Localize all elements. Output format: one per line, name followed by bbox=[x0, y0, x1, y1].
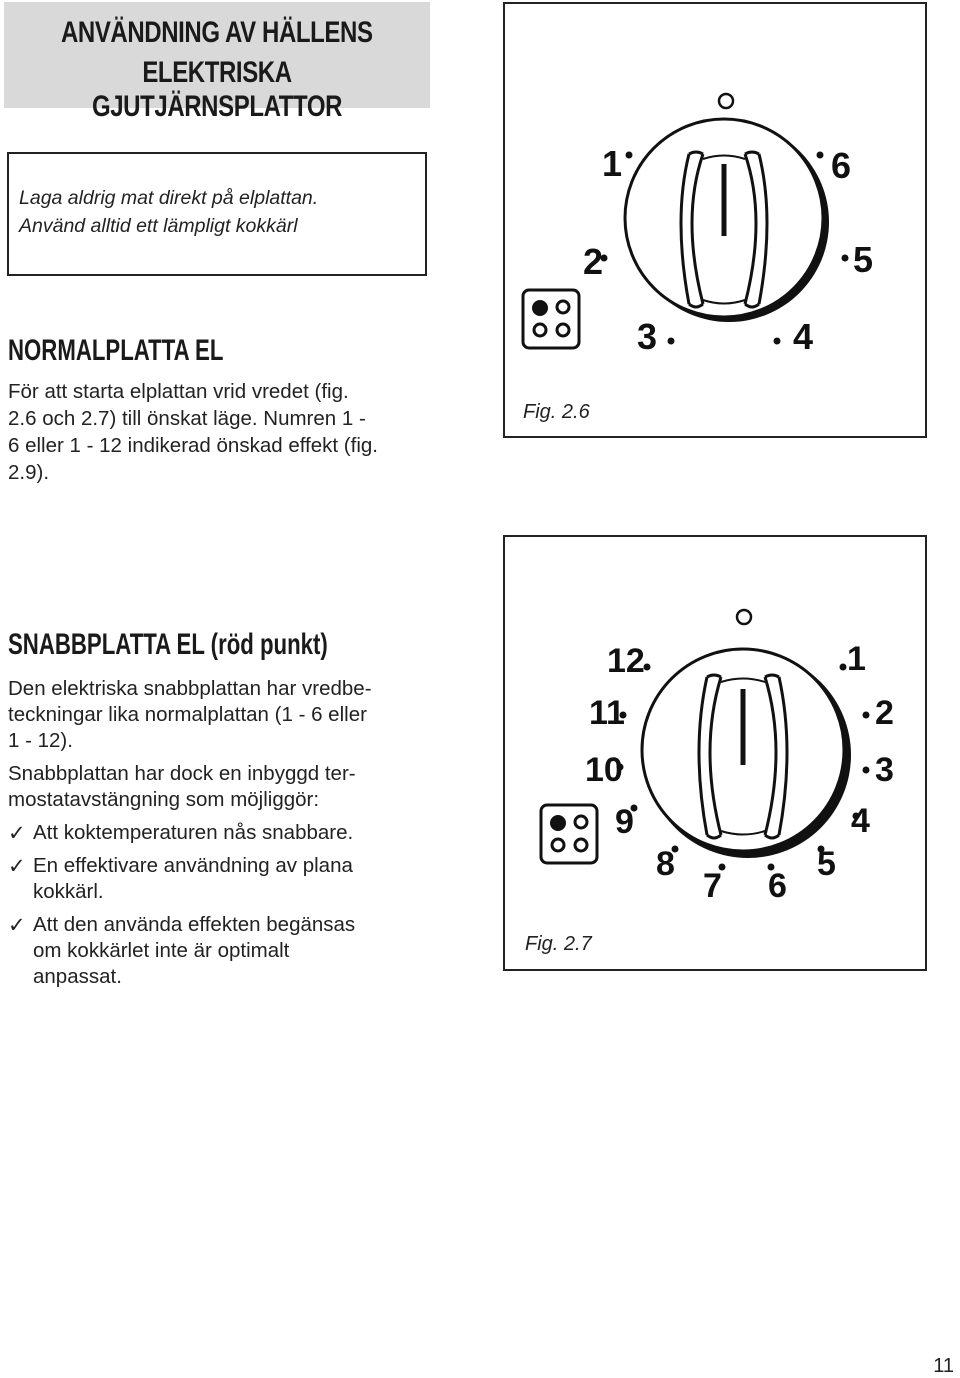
normal-plate-heading: NORMALPLATTA EL bbox=[8, 334, 224, 367]
title-box bbox=[4, 2, 430, 123]
checkmark-icon: ✓ bbox=[8, 822, 26, 845]
dial-number: 8 bbox=[656, 845, 675, 883]
warning-line-1: Laga aldrig mat direkt på elplattan. bbox=[19, 187, 319, 209]
page-title-line-2: ELEKTRISKA GJUTJÄRNSPLATTOR bbox=[91, 56, 343, 123]
dial-number: 3 bbox=[637, 316, 658, 357]
dial-number: 1 bbox=[602, 143, 623, 184]
off-marker-icon bbox=[737, 610, 751, 624]
checkmark-icon: ✓ bbox=[8, 855, 26, 878]
dial-number: 9 bbox=[615, 803, 634, 841]
hob-icon bbox=[541, 805, 597, 863]
dial-number: 6 bbox=[831, 145, 852, 186]
warning-box bbox=[7, 152, 427, 276]
figure-caption: Fig. 2.7 bbox=[525, 933, 592, 955]
off-marker-icon bbox=[719, 94, 733, 108]
dial-number: 2 bbox=[583, 241, 604, 282]
normal-text-line: 2.9). bbox=[8, 461, 50, 484]
bullet-text-line: anpassat. bbox=[33, 965, 122, 988]
dial-number: 1 bbox=[847, 640, 866, 678]
dial-number: 3 bbox=[875, 751, 894, 789]
rapid-text-line: teckningar lika normalplattan (1 - 6 eller bbox=[8, 703, 367, 726]
dial-number: 6 bbox=[768, 867, 787, 905]
warning-line-2: Använd alltid ett lämpligt kokkärl bbox=[19, 215, 298, 237]
dial-number: 4 bbox=[793, 316, 814, 357]
rapid-text-line: Den elektriska snabbplattan har vredbe- bbox=[8, 677, 372, 700]
figure-2-7 bbox=[503, 535, 927, 971]
knob-12-diagram bbox=[505, 537, 925, 969]
normal-text-line: För att starta elplattan vrid vredet (fig. bbox=[8, 380, 349, 403]
page-title-line-1: ANVÄNDNING AV HÄLLENS bbox=[61, 16, 373, 49]
bullet-text-line: om kokkärlet inte är optimalt bbox=[33, 939, 290, 962]
dial-number: 5 bbox=[817, 845, 836, 883]
bullet-text-line: kokkärl. bbox=[33, 880, 104, 903]
bullet-text-line: Att koktemperaturen nås snabbare. bbox=[33, 821, 354, 844]
figure-caption: Fig. 2.6 bbox=[523, 401, 590, 423]
dial-number: 5 bbox=[853, 239, 874, 280]
hob-icon bbox=[523, 290, 579, 348]
figure-2-6 bbox=[503, 2, 927, 438]
bullet-text-line: Att den använda effekten begänsas bbox=[33, 913, 356, 936]
dial-number: 12 bbox=[607, 642, 645, 680]
rapid-text-line: 1 - 12). bbox=[8, 729, 73, 752]
normal-text-line: 2.6 och 2.7) till önskat läge. Numren 1 - bbox=[8, 407, 366, 430]
bullet-text-line: En effektivare användning av plana bbox=[33, 854, 353, 877]
rapid-text-line: Snabbplattan har dock en inbyggd ter- bbox=[8, 762, 356, 785]
checkmark-icon: ✓ bbox=[8, 914, 26, 937]
dial-number: 11 bbox=[589, 694, 625, 732]
rapid-plate-heading: SNABBPLATTA EL (röd punkt) bbox=[8, 628, 328, 661]
rapid-text-line: mostatavstängning som möjliggör: bbox=[8, 788, 320, 811]
dial-number: 7 bbox=[703, 867, 722, 905]
knob-6-diagram bbox=[505, 4, 925, 436]
dial-number: 4 bbox=[851, 802, 870, 840]
dial-number: 2 bbox=[875, 694, 894, 732]
page-number: 11 bbox=[933, 1355, 954, 1377]
normal-text-line: 6 eller 1 - 12 indikerad önskad effekt (fig. bbox=[8, 434, 378, 457]
dial-number: 10 bbox=[585, 751, 623, 789]
